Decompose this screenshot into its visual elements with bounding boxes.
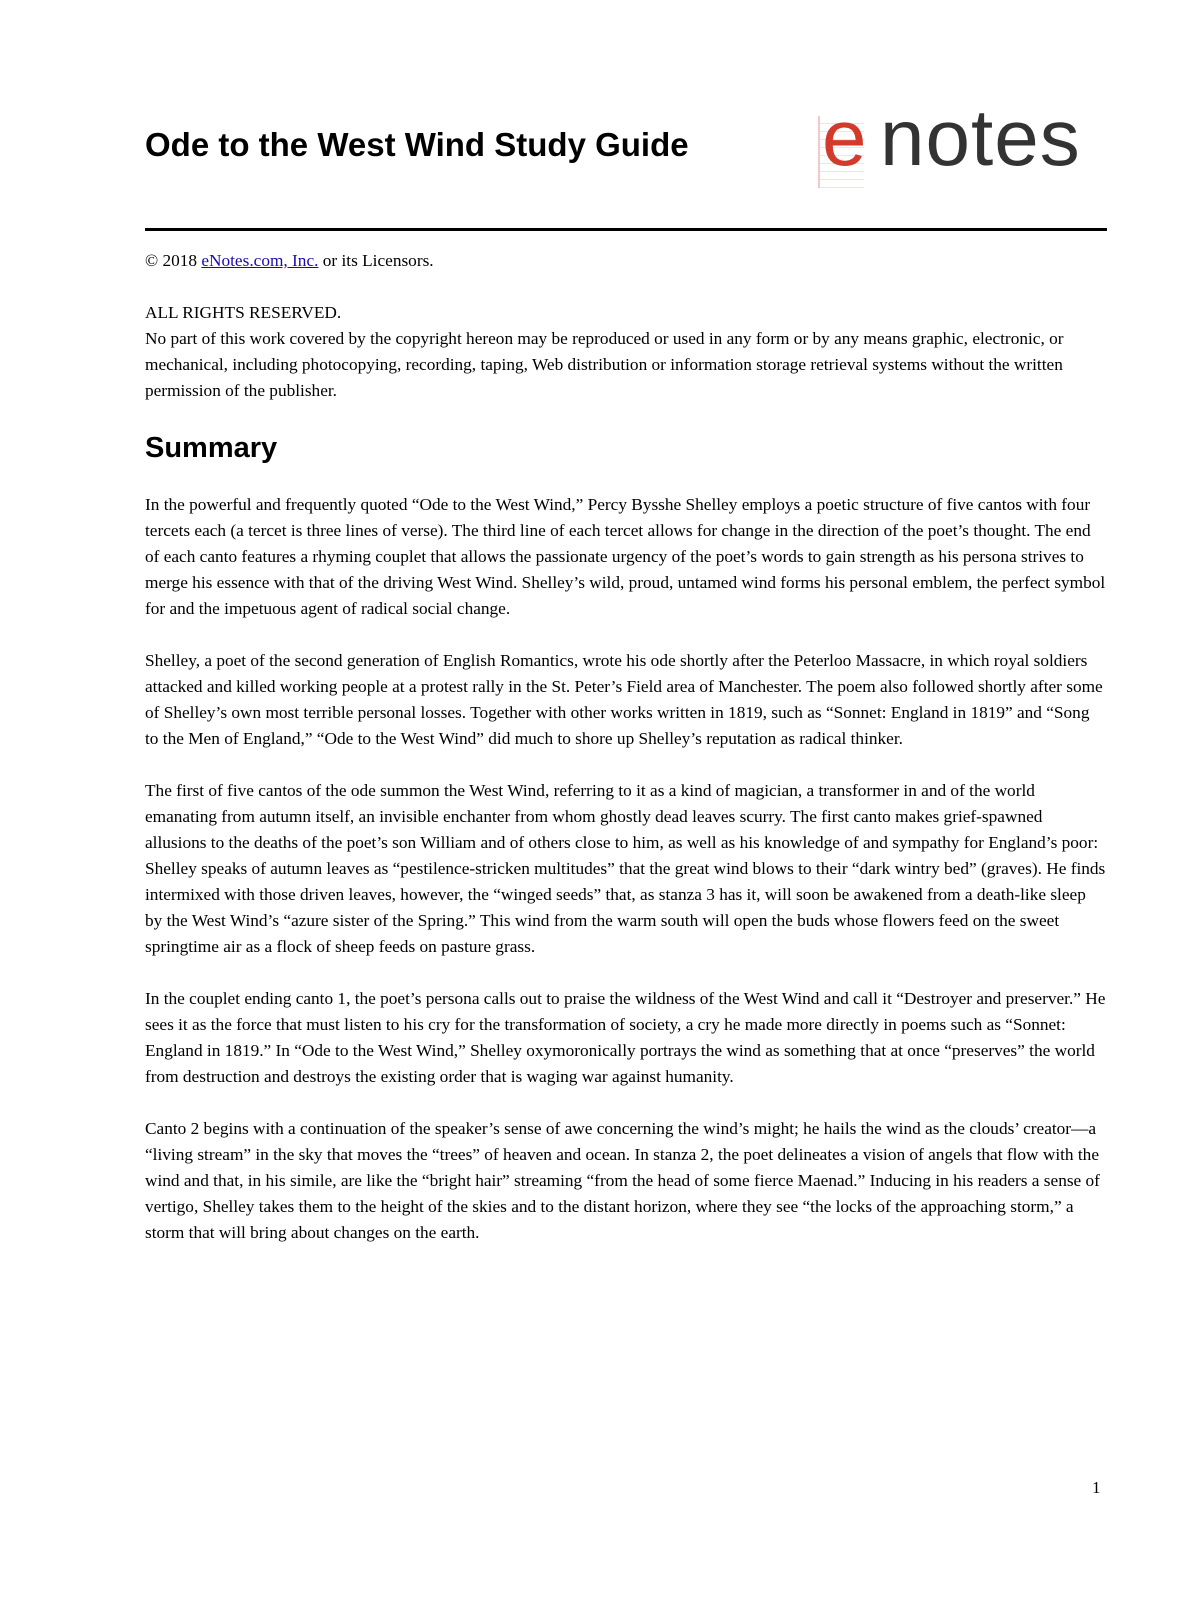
summary-paragraph: Shelley, a poet of the second generation of English Romantics, wrote his ode shortly after the Peterloo Massacre, in which royal soldiers attacked and killed working people at a protest rally in the St. Peter’s Field area of Manchester. The poem also followed shortly after some of Shelley’s own most terrible personal losses. Together with other works written in 1819, such as “Sonnet: England in 1819” and “Song to the Men of England,” “Ode to the West Wind” did much to shore up Shelley’s reputation as radical thinker.: [145, 651, 1103, 748]
page-number: 1: [1092, 1478, 1101, 1497]
page-header: [145, 93, 1107, 230]
summary-paragraph: In the powerful and frequently quoted “Ode to the West Wind,” Percy Bysshe Shelley employs a poetic structure of five cantos with four tercets each (a tercet is three lines of verse). The third line of each tercet allows for change in the direction of the poet’s thought. The end of each canto features a rhyming couplet that allows the passionate urgency of the poet’s words to gain strength as his persona strives to merge his essence with that of the driving West Wind. Shelley’s wild, proud, untamed wind forms his personal emblem, the perfect symbol for and the impetuous agent of radical social change.: [145, 495, 1106, 618]
logo-notes: notes: [880, 93, 1081, 182]
enotes-logo: [818, 93, 1108, 194]
copyright-suffix: or its Licensors.: [318, 251, 434, 270]
header-divider: [145, 228, 1107, 231]
copyright-prefix: © 2018: [145, 251, 202, 270]
rights-text: No part of this work covered by the copyright hereon may be reproduced or used in any form or by any means graphic, electronic, or mechanical, including photocopying, recording, taping, Web distribution or information storage retrieval systems without the written permission of the publisher.: [145, 329, 1064, 400]
summary-paragraph: The first of five cantos of the ode summon the West Wind, referring to it as a kind of magician, a transformer in and of the world emanating from autumn itself, an invisible enchanter from whom ghostly dead leaves scurry. The first canto makes grief-spawned allusions to the deaths of the poet’s son William and of others close to him, as well as his knowledge of and sympathy for England’s poor: Shelley speaks of autumn leaves as “pestilence-stricken multitudes” that the great wind blows to their “dark wintry bed” (graves). He finds intermixed with those driven leaves, however, the “winged seeds” that, as stanza 3 has it, will soon be awakened from a death-like sleep by the West Wind’s “azure sister of the Spring.” This wind from the warm south will open the buds whose flowers feed on the sweet springtime air as a flock of sheep feeds on pasture grass.: [145, 781, 1106, 956]
logo-e: e: [822, 93, 867, 182]
summary-heading: Summary: [145, 432, 278, 464]
enotes-link[interactable]: eNotes.com, Inc.: [201, 251, 319, 270]
summary-paragraph: Canto 2 begins with a continuation of the speaker’s sense of awe concerning the wind’s might; he hails the wind as the clouds’ creator—a “living stream” in the sky that moves the “trees” of heaven and ocean. In stanza 2, the poet delineates a vision of angels that flow with the wind and that, in his simile, are like the “bright hair” streaming “from the head of some fierce Maenad.” Inducing in his readers a sense of vertigo, Shelley takes them to the height of the skies and to the distant horizon, where they see “the locks of the approaching storm,” a storm that will bring about changes on the earth.: [145, 1119, 1100, 1242]
summary-paragraph: In the couplet ending canto 1, the poet’s persona calls out to praise the wildness of the West Wind and call it “Destroyer and preserver.” He sees it as the force that must listen to his cry for the transformation of society, a cry he made more directly in poems such as “Sonnet: England in 1819.” In “Ode to the West Wind,” Shelley oxymoronically portrays the wind as something that at once “preserves” the world from destruction and destroys the existing order that is waging war against humanity.: [145, 989, 1106, 1086]
rights-heading: ALL RIGHTS RESERVED.: [145, 303, 342, 322]
copyright-line: [145, 248, 1107, 274]
page-title: Ode to the West Wind Study Guide: [145, 126, 689, 163]
document-body: [145, 248, 1107, 1272]
